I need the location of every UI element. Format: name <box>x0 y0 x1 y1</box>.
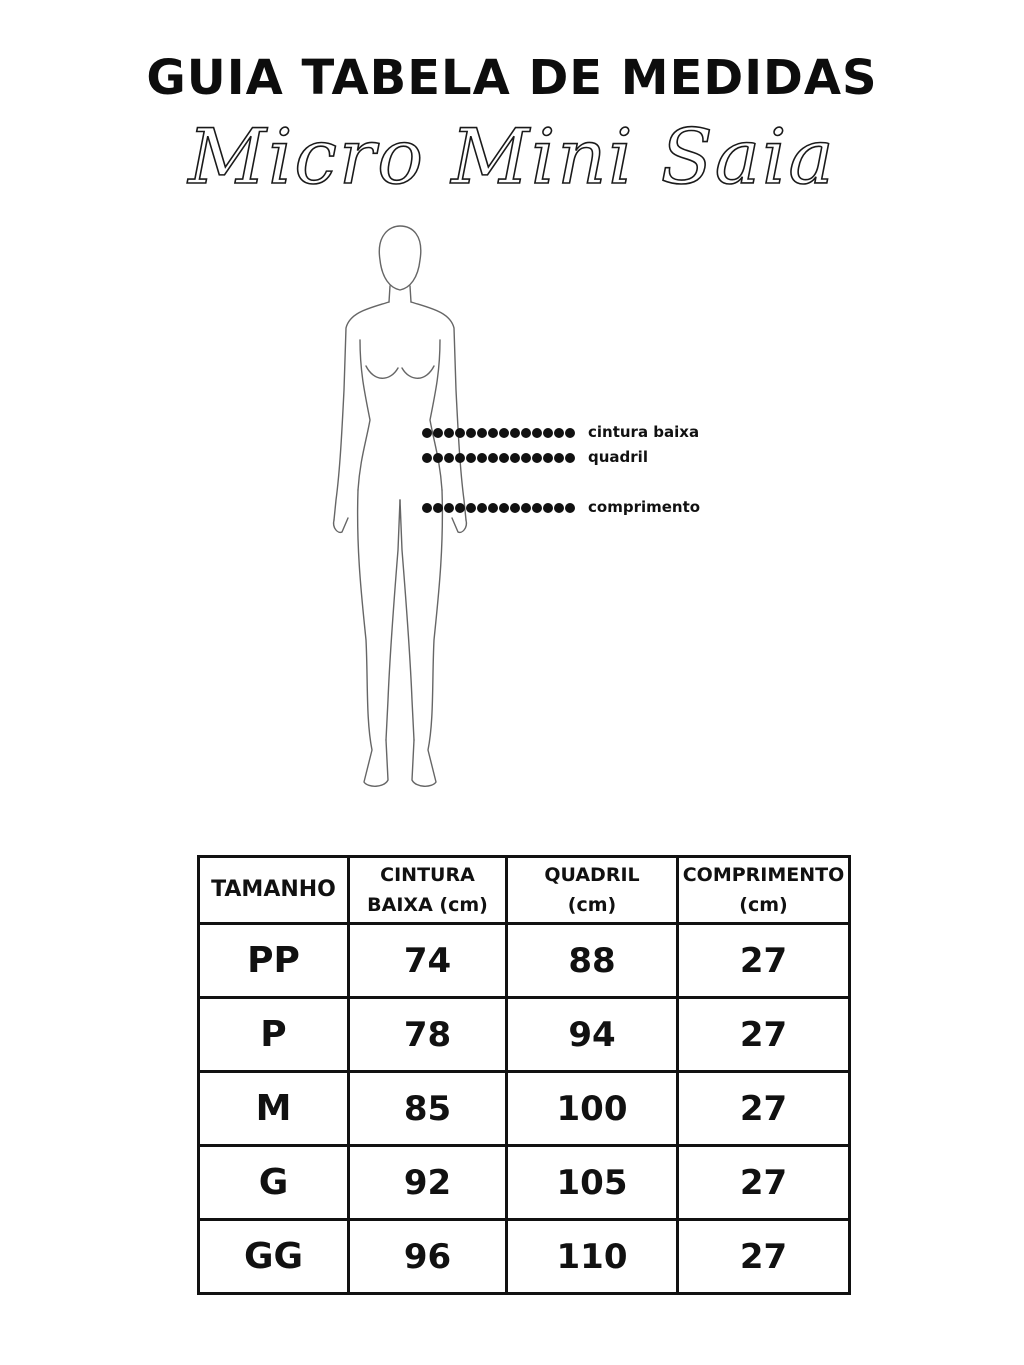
header-comprimento <box>678 857 850 924</box>
header-cintura-baixa <box>349 857 507 924</box>
header-cintura-line2: BAIXA (cm) <box>367 894 488 916</box>
header-tamanho-label: TAMANHO <box>211 877 336 902</box>
comprimento-cell: 27 <box>678 1220 850 1294</box>
comprimento-cell: 27 <box>678 998 850 1072</box>
table-row <box>199 1072 850 1146</box>
table-row <box>199 1220 850 1294</box>
quadril-cell: 105 <box>507 1146 678 1220</box>
table-row <box>199 1146 850 1220</box>
marker-label-comprimento: comprimento <box>588 498 701 516</box>
table-header-row <box>199 857 850 924</box>
comprimento-cell: 27 <box>678 1146 850 1220</box>
header-quadril-line1: QUADRIL <box>544 864 640 886</box>
header-comprimento-line2: (cm) <box>739 894 788 916</box>
size-chart-table <box>197 855 851 1295</box>
cintura-cell: 85 <box>349 1072 507 1146</box>
marker-label-quadril: quadril <box>588 448 648 466</box>
table-row <box>199 924 850 998</box>
size-cell: PP <box>199 924 349 998</box>
product-name-script: Micro Mini Saia <box>188 112 836 201</box>
header-cintura-line1: CINTURA <box>380 864 475 886</box>
cintura-cell: 92 <box>349 1146 507 1220</box>
comprimento-cell: 27 <box>678 924 850 998</box>
size-cell: GG <box>199 1220 349 1294</box>
quadril-cell: 100 <box>507 1072 678 1146</box>
header-quadril <box>507 857 678 924</box>
header-tamanho <box>199 857 349 924</box>
cintura-cell: 74 <box>349 924 507 998</box>
female-body-outline-icon <box>320 220 480 800</box>
cintura-cell: 78 <box>349 998 507 1072</box>
quadril-cell: 88 <box>507 924 678 998</box>
cintura-cell: 96 <box>349 1220 507 1294</box>
table-row <box>199 998 850 1072</box>
size-cell: G <box>199 1146 349 1220</box>
header-quadril-line2: (cm) <box>567 894 617 916</box>
header-comprimento-line1: COMPRIMENTO <box>682 864 845 886</box>
comprimento-cell: 27 <box>678 1072 850 1146</box>
marker-label-cintura-baixa: cintura baixa <box>588 423 700 441</box>
size-cell: P <box>199 998 349 1072</box>
quadril-cell: 110 <box>507 1220 678 1294</box>
page-title: GUIA TABELA DE MEDIDAS <box>146 50 878 106</box>
quadril-cell: 94 <box>507 998 678 1072</box>
size-cell: M <box>199 1072 349 1146</box>
